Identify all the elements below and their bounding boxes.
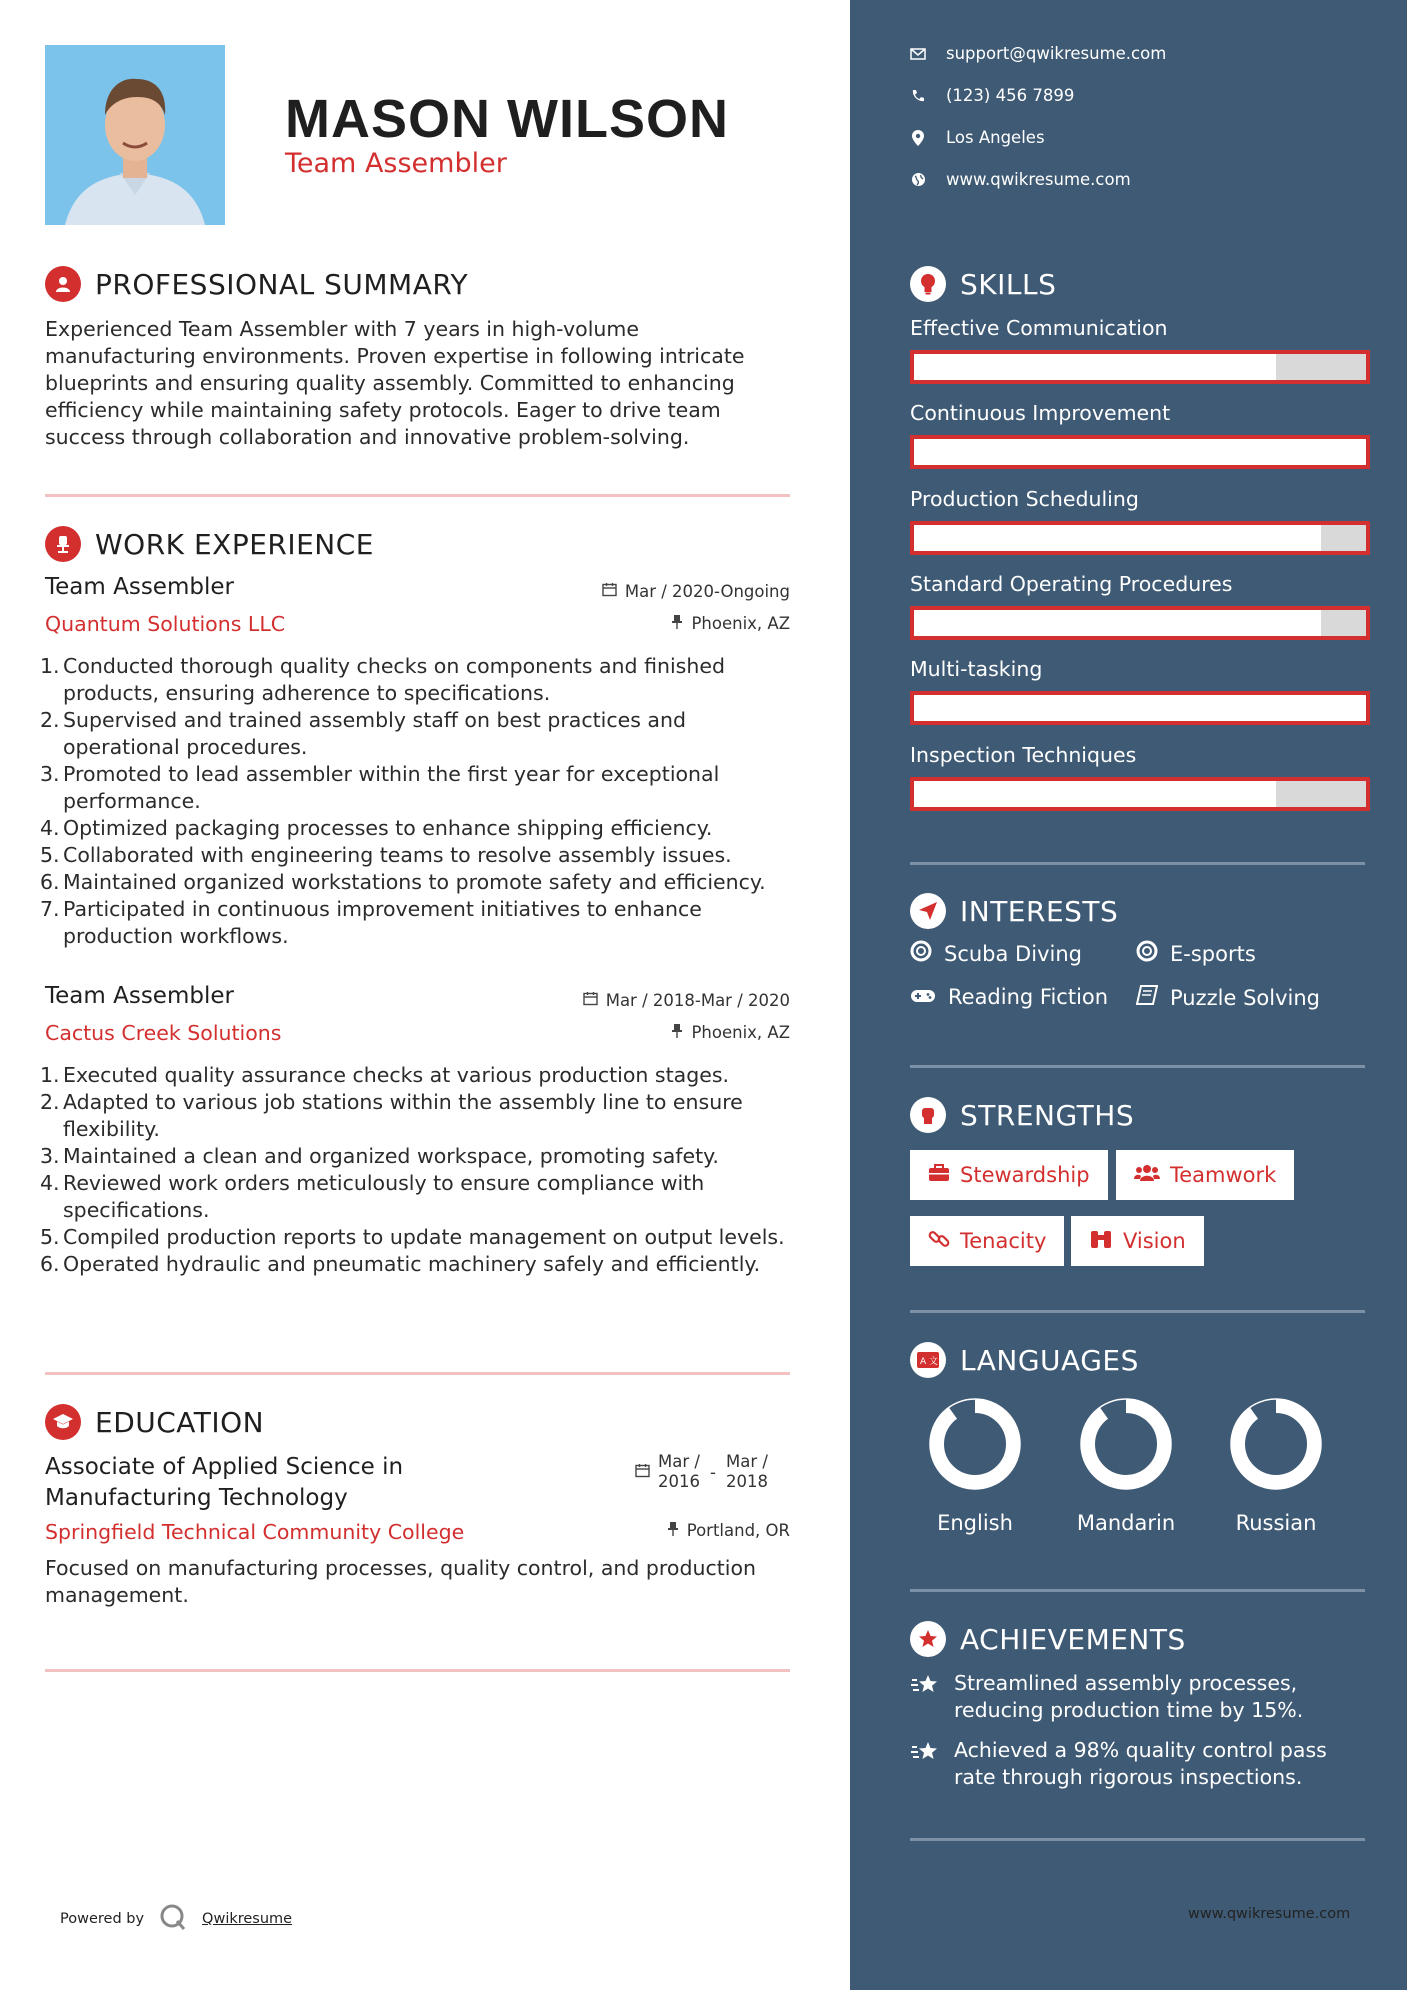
achievement-text: Achieved a 98% quality control pass rate through rigorous inspections. bbox=[954, 1738, 1327, 1789]
pushpin-icon bbox=[671, 614, 683, 633]
skill-bar bbox=[910, 521, 1370, 555]
summary-heading bbox=[45, 266, 468, 302]
interest-item bbox=[910, 985, 1108, 1009]
language-ring-fill bbox=[1088, 1406, 1164, 1482]
skills-heading bbox=[910, 266, 1056, 302]
strength-tag bbox=[910, 1150, 1108, 1200]
translate-icon bbox=[910, 1342, 946, 1378]
section-divider bbox=[910, 862, 1365, 865]
degree-title bbox=[45, 1452, 403, 1514]
website-text[interactable]: www.qwikresume.com bbox=[946, 170, 1131, 189]
job-date-text: Mar / 2020-Ongoing bbox=[624, 582, 790, 601]
star-badge-icon bbox=[910, 1621, 946, 1657]
language-label: Mandarin bbox=[1076, 1511, 1176, 1535]
strengths-heading bbox=[910, 1097, 1134, 1133]
education-date-end: Mar / 2018 bbox=[725, 1452, 768, 1491]
fist-icon bbox=[910, 1097, 946, 1133]
paper-plane-icon bbox=[910, 893, 946, 929]
languages-heading bbox=[910, 1342, 1139, 1378]
language-label: English bbox=[937, 1511, 1013, 1535]
qwikresume-logo-icon bbox=[158, 1902, 188, 1936]
skill-bar bbox=[910, 435, 1370, 469]
section-divider bbox=[910, 1065, 1365, 1068]
section-divider bbox=[910, 1589, 1365, 1592]
skill-bar-fill bbox=[914, 525, 1321, 551]
skill-bar-fill bbox=[914, 354, 1276, 380]
calendar-icon bbox=[583, 991, 598, 1010]
skill-bar bbox=[910, 350, 1370, 384]
language-ring-svg bbox=[1078, 1396, 1174, 1492]
job-location bbox=[671, 614, 790, 633]
calendar-icon bbox=[635, 1463, 650, 1482]
list-item: 6. Operated hydraulic and pneumatic machinery safely and efficiently. bbox=[40, 1252, 761, 1276]
calendar-icon bbox=[602, 582, 617, 601]
job-date-text: Mar / 2018-Mar / 2020 bbox=[605, 991, 790, 1010]
phone-text: (123) 456 7899 bbox=[946, 86, 1075, 105]
link-icon bbox=[928, 1228, 950, 1255]
gamepad-icon bbox=[910, 985, 936, 1009]
section-divider bbox=[910, 1310, 1365, 1313]
profile-photo bbox=[45, 45, 225, 225]
list-item: 1. Executed quality assurance checks at various production stages. bbox=[40, 1063, 730, 1087]
education-text: Focused on manufacturing processes, quality control, and production management. bbox=[45, 1556, 756, 1607]
achievements-heading bbox=[910, 1621, 1186, 1657]
svg-text:文: 文 bbox=[929, 1357, 939, 1367]
users-icon bbox=[1134, 1163, 1160, 1187]
book-icon bbox=[1136, 985, 1158, 1010]
interest-label: E-sports bbox=[1170, 941, 1256, 966]
skill-name: Continuous Improvement bbox=[910, 401, 1171, 425]
pushpin-icon bbox=[667, 1521, 679, 1540]
degree-line: Associate of Applied Science in bbox=[45, 1454, 404, 1480]
list-item: 4. Optimized packaging processes to enhance shipping efficiency. bbox=[40, 816, 713, 840]
email-text[interactable]: support@qwikresume.com bbox=[946, 44, 1167, 63]
interests-title: INTERESTS bbox=[960, 894, 1119, 928]
list-item: 6. Maintained organized workstations to promote safety and efficiency. bbox=[40, 870, 766, 894]
life-ring-icon bbox=[910, 940, 932, 967]
skill-name: Effective Communication bbox=[910, 316, 1168, 340]
list-item: 2. Supervised and trained assembly staff on best practices and operational procedures. bbox=[40, 708, 686, 759]
education-heading bbox=[45, 1404, 264, 1440]
candidate-role: Team Assembler bbox=[285, 148, 507, 179]
language-label: Russian bbox=[1235, 1511, 1317, 1535]
job-location-text: Phoenix, AZ bbox=[691, 614, 790, 633]
brand-link[interactable]: Qwikresume bbox=[202, 1911, 293, 1927]
date-separator: - bbox=[710, 1462, 716, 1482]
skill-name: Inspection Techniques bbox=[910, 743, 1137, 767]
candidate-name: MASON WILSON bbox=[285, 89, 729, 149]
summary-title: PROFESSIONAL SUMMARY bbox=[95, 267, 469, 301]
graduation-cap-icon bbox=[45, 1404, 81, 1440]
interest-label: Reading Fiction bbox=[948, 985, 1109, 1009]
globe-icon bbox=[910, 172, 926, 188]
language-ring-fill bbox=[937, 1406, 1013, 1482]
job-date bbox=[602, 582, 790, 601]
office-chair-icon bbox=[45, 526, 81, 562]
job-location-text: Phoenix, AZ bbox=[691, 1023, 790, 1042]
achievement-item bbox=[910, 1737, 1370, 1791]
strength-tag bbox=[910, 1216, 1064, 1266]
interests-heading bbox=[910, 893, 1118, 929]
language-ring-fill bbox=[1238, 1406, 1314, 1482]
user-icon bbox=[45, 266, 81, 302]
list-item: 4. Reviewed work orders meticulously to ensure compliance with specifications. bbox=[40, 1171, 705, 1222]
list-item: 2. Adapted to various job stations within the assembly line to ensure flexibility. bbox=[40, 1090, 743, 1141]
language-ring bbox=[1216, 1396, 1336, 1496]
skill-bar-fill bbox=[914, 781, 1276, 807]
contact-website bbox=[910, 170, 1131, 189]
list-item: 5. Compiled production reports to update management on output levels. bbox=[40, 1225, 785, 1249]
contact-phone bbox=[910, 86, 1074, 105]
lightbulb-icon bbox=[910, 266, 946, 302]
pushpin-icon bbox=[671, 1023, 683, 1042]
powered-by-text: Powered by bbox=[60, 1911, 145, 1927]
contact-email bbox=[910, 44, 1166, 63]
job-location bbox=[671, 1023, 790, 1042]
summary-text: Experienced Team Assembler with 7 years in high-volume manufacturing environments. Proven expertise in following intricate blueprints and ensuring quality assembly. Committed to enhancing efficiency while maintaining safety protocols. Eager to drive team success through collaboration and innovative problem-solving. bbox=[45, 317, 745, 449]
education-location-text: Portland, OR bbox=[686, 1521, 790, 1540]
map-marker-icon bbox=[910, 130, 926, 146]
skill-bar-fill bbox=[914, 439, 1366, 465]
list-item: 5. Collaborated with engineering teams to resolve assembly issues. bbox=[40, 843, 732, 867]
experience-heading bbox=[45, 526, 374, 562]
skill-name: Production Scheduling bbox=[910, 487, 1139, 511]
powered-by bbox=[60, 1902, 292, 1936]
job-title: Team Assembler bbox=[45, 574, 234, 600]
section-divider bbox=[45, 1372, 790, 1375]
location-text: Los Angeles bbox=[946, 128, 1045, 147]
language-ring-svg bbox=[1228, 1396, 1324, 1492]
skill-name: Multi-tasking bbox=[910, 657, 1043, 681]
skill-name: Standard Operating Procedures bbox=[910, 572, 1233, 596]
interest-item bbox=[1136, 940, 1256, 967]
skill-bar bbox=[910, 606, 1370, 640]
experience-title: WORK EXPERIENCE bbox=[95, 527, 374, 561]
svg-text:A: A bbox=[920, 1357, 927, 1367]
section-divider bbox=[910, 1838, 1365, 1841]
languages-title: LANGUAGES bbox=[960, 1343, 1139, 1377]
strength-label: Teamwork bbox=[1170, 1163, 1277, 1187]
list-item: 3. Promoted to lead assembler within the first year for exceptional performance. bbox=[40, 762, 720, 813]
list-item: 1. Conducted thorough quality checks on components and finished products, ensuring adherence to specifications. bbox=[40, 654, 725, 705]
strength-label: Stewardship bbox=[960, 1163, 1090, 1187]
achievement-item bbox=[910, 1670, 1370, 1724]
skill-bar-fill bbox=[914, 695, 1366, 721]
strengths-title: STRENGTHS bbox=[960, 1098, 1135, 1132]
shooting-star-icon bbox=[910, 1740, 940, 1791]
sidebar bbox=[850, 0, 1407, 1990]
skill-bar bbox=[910, 691, 1370, 725]
language-ring-svg bbox=[927, 1396, 1023, 1492]
strength-label: Tenacity bbox=[960, 1229, 1047, 1253]
contact-location bbox=[910, 128, 1045, 147]
envelope-icon bbox=[910, 46, 926, 62]
job-company: Quantum Solutions LLC bbox=[45, 612, 286, 636]
footer-website[interactable]: www.qwikresume.com bbox=[1188, 1906, 1351, 1922]
achievements-title: ACHIEVEMENTS bbox=[960, 1622, 1186, 1656]
education-location bbox=[667, 1521, 790, 1540]
briefcase-icon bbox=[928, 1163, 950, 1187]
language-ring bbox=[915, 1396, 1035, 1496]
language-ring bbox=[1066, 1396, 1186, 1496]
phone-icon bbox=[910, 88, 926, 104]
interest-label: Puzzle Solving bbox=[1170, 985, 1320, 1010]
section-divider bbox=[45, 494, 790, 497]
education-date-start: Mar / 2016 bbox=[658, 1452, 700, 1491]
skill-bar-fill bbox=[914, 610, 1321, 636]
education-title: EDUCATION bbox=[95, 1405, 265, 1439]
list-item: 7. Participated in continuous improvement initiatives to enhance production workflows. bbox=[40, 897, 702, 948]
degree-line: Manufacturing Technology bbox=[45, 1485, 348, 1511]
skill-bar bbox=[910, 777, 1370, 811]
education-date bbox=[635, 1452, 768, 1492]
shooting-star-icon bbox=[910, 1673, 940, 1724]
section-divider bbox=[45, 1669, 790, 1672]
interest-item bbox=[1136, 985, 1320, 1010]
school-name: Springfield Technical Community College bbox=[45, 1520, 465, 1544]
job-date bbox=[583, 991, 790, 1010]
skills-title: SKILLS bbox=[960, 267, 1057, 301]
achievement-text: Streamlined assembly processes, reducing production time by 15%. bbox=[954, 1671, 1304, 1722]
strength-tag bbox=[1071, 1216, 1204, 1266]
binoculars-icon bbox=[1089, 1229, 1113, 1254]
job-title: Team Assembler bbox=[45, 983, 234, 1009]
strength-tag bbox=[1116, 1150, 1294, 1200]
interest-label: Scuba Diving bbox=[944, 941, 1082, 966]
life-ring-icon bbox=[1136, 940, 1158, 967]
list-item: 3. Maintained a clean and organized workspace, promoting safety. bbox=[40, 1144, 719, 1168]
job-company: Cactus Creek Solutions bbox=[45, 1021, 282, 1045]
job-bullets bbox=[40, 653, 795, 950]
job-bullets bbox=[40, 1062, 795, 1278]
strength-label: Vision bbox=[1123, 1229, 1186, 1253]
interest-item bbox=[910, 940, 1082, 967]
